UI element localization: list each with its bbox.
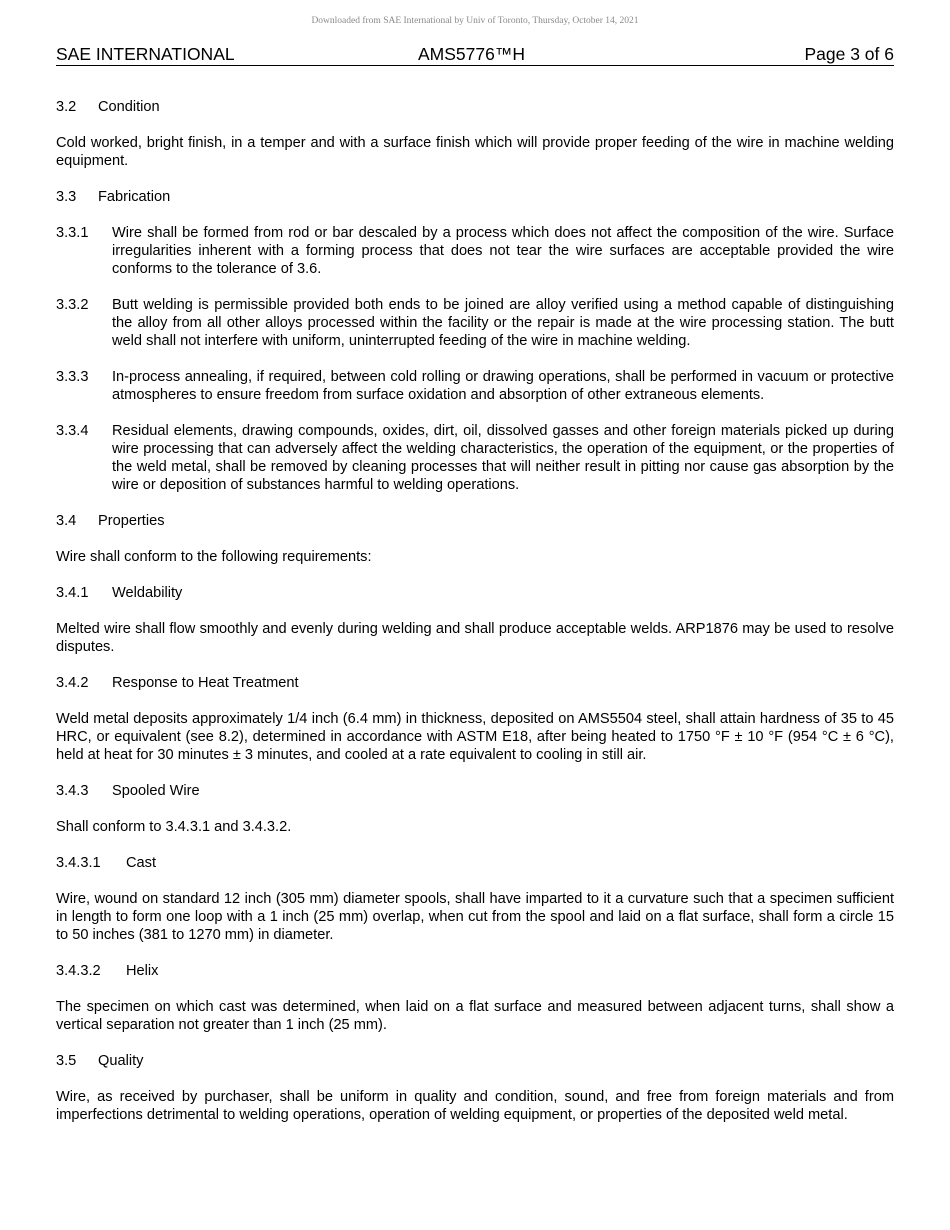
header-org: SAE INTERNATIONAL	[56, 44, 235, 64]
clause-text: Butt welding is permissible provided both ends to be joined are alloy verified using a method capable of distinguishing the alloy from all other alloys processed within the facility or the repair is made at the wire processing station. The butt weld shall not interfere with uniform, uninterrupted feeding of the wire in machine welding.	[112, 297, 894, 349]
section-title: Condition	[98, 99, 160, 115]
section-text-3-4-2: Weld metal deposits approximately 1/4 inch (6.4 mm) in thickness, deposited on AMS5504 steel, shall attain hardness of 35 to 45 HRC, or equivalent (see 8.2), determined in accordance with ASTM E18, after being heated to 1750 °F ± 10 °F (954 °C ± 6 °C), held at heat for 30 minutes ± 3 minutes, and cooled at a rate equivalent to cooling in still air.	[56, 711, 894, 763]
section-title: Properties	[98, 513, 165, 529]
clause-number: 3.3.3	[56, 369, 89, 385]
section-heading-3-4-3-2	[56, 962, 894, 980]
section-number: 3.2	[56, 99, 77, 115]
section-title: Spooled Wire	[112, 783, 200, 799]
download-watermark: Downloaded from SAE International by Univ of Toronto, Thursday, October 14, 2021	[311, 16, 639, 26]
clause-number: 3.3.1	[56, 225, 89, 241]
section-heading-3-5	[56, 1052, 894, 1070]
section-number: 3.4.3	[56, 783, 89, 799]
section-title: Fabrication	[98, 189, 171, 205]
section-number: 3.4.3.2	[56, 963, 101, 979]
section-heading-3-4-3	[56, 782, 894, 800]
section-number: 3.4	[56, 513, 77, 529]
section-text-3-4: Wire shall conform to the following requirements:	[56, 549, 372, 565]
section-text-3-2: Cold worked, bright finish, in a temper and with a surface finish which will provide proper feeding of the wire in machine welding equipment.	[56, 135, 894, 169]
header-doc-id: AMS5776™H	[418, 44, 525, 64]
section-heading-3-4-2	[56, 674, 894, 692]
section-heading-3-4-1	[56, 584, 894, 602]
document-body	[56, 98, 894, 1142]
section-title: Quality	[98, 1053, 144, 1069]
clause-text: Residual elements, drawing compounds, oxides, dirt, oil, dissolved gasses and other foreign materials picked up during wire processing that can adversely affect the welding characteristics, the operation of the equipment, or the properties of the weld metal, shall be removed by cleaning processes that will neither result in pitting nor cause gas absorption by the wire or deposition of substances harmful to welding operations.	[112, 423, 894, 493]
header-page-number: Page 3 of 6	[804, 44, 894, 64]
clause-number: 3.3.2	[56, 297, 89, 313]
section-heading-3-4	[56, 512, 894, 530]
clause-3-3-4	[56, 422, 894, 494]
clause-text: In-process annealing, if required, between cold rolling or drawing operations, shall be performed in vacuum or protective atmospheres to ensure freedom from surface oxidation and absorption of other extraneous elements.	[112, 369, 894, 403]
section-text-3-4-1: Melted wire shall flow smoothly and evenly during welding and shall produce acceptable welds. ARP1876 may be used to resolve disputes.	[56, 621, 894, 655]
section-text-3-4-3: Shall conform to 3.4.3.1 and 3.4.3.2.	[56, 819, 292, 835]
section-title: Weldability	[112, 585, 183, 601]
section-number: 3.4.2	[56, 675, 89, 691]
section-text-3-4-3-1: Wire, wound on standard 12 inch (305 mm) diameter spools, shall have imparted to it a curvature such that a specimen sufficient in length to form one loop with a 1 inch (25 mm) overlap, when cut from the spool and laid on a flat surface, shall form a circle 15 to 50 inches (381 to 1270 mm) in diameter.	[56, 891, 894, 943]
section-heading-3-3	[56, 188, 894, 206]
section-heading-3-2	[56, 98, 894, 116]
section-title: Helix	[126, 963, 159, 979]
clause-3-3-3	[56, 368, 894, 404]
clause-number: 3.3.4	[56, 423, 89, 439]
section-number: 3.4.3.1	[56, 855, 101, 871]
section-number: 3.3	[56, 189, 77, 205]
page-header	[56, 44, 894, 66]
section-title: Cast	[126, 855, 157, 871]
clause-3-3-2	[56, 296, 894, 350]
clause-3-3-1	[56, 224, 894, 278]
section-text-3-5: Wire, as received by purchaser, shall be uniform in quality and condition, sound, and free from foreign materials and from imperfections detrimental to welding operations, operation of welding equipment, or properties of the deposited weld metal.	[56, 1089, 894, 1123]
section-title: Response to Heat Treatment	[112, 675, 299, 691]
section-text-3-4-3-2: The specimen on which cast was determined, when laid on a flat surface and measured between adjacent turns, shall show a vertical separation not greater than 1 inch (25 mm).	[56, 999, 894, 1033]
section-number: 3.5	[56, 1053, 77, 1069]
section-heading-3-4-3-1	[56, 854, 894, 872]
section-number: 3.4.1	[56, 585, 89, 601]
clause-text: Wire shall be formed from rod or bar descaled by a process which does not affect the composition of the wire. Surface irregularities inherent with a forming process that does not tear the wire surfaces are acceptable provided the wire conforms to the tolerance of 3.6.	[112, 225, 894, 277]
